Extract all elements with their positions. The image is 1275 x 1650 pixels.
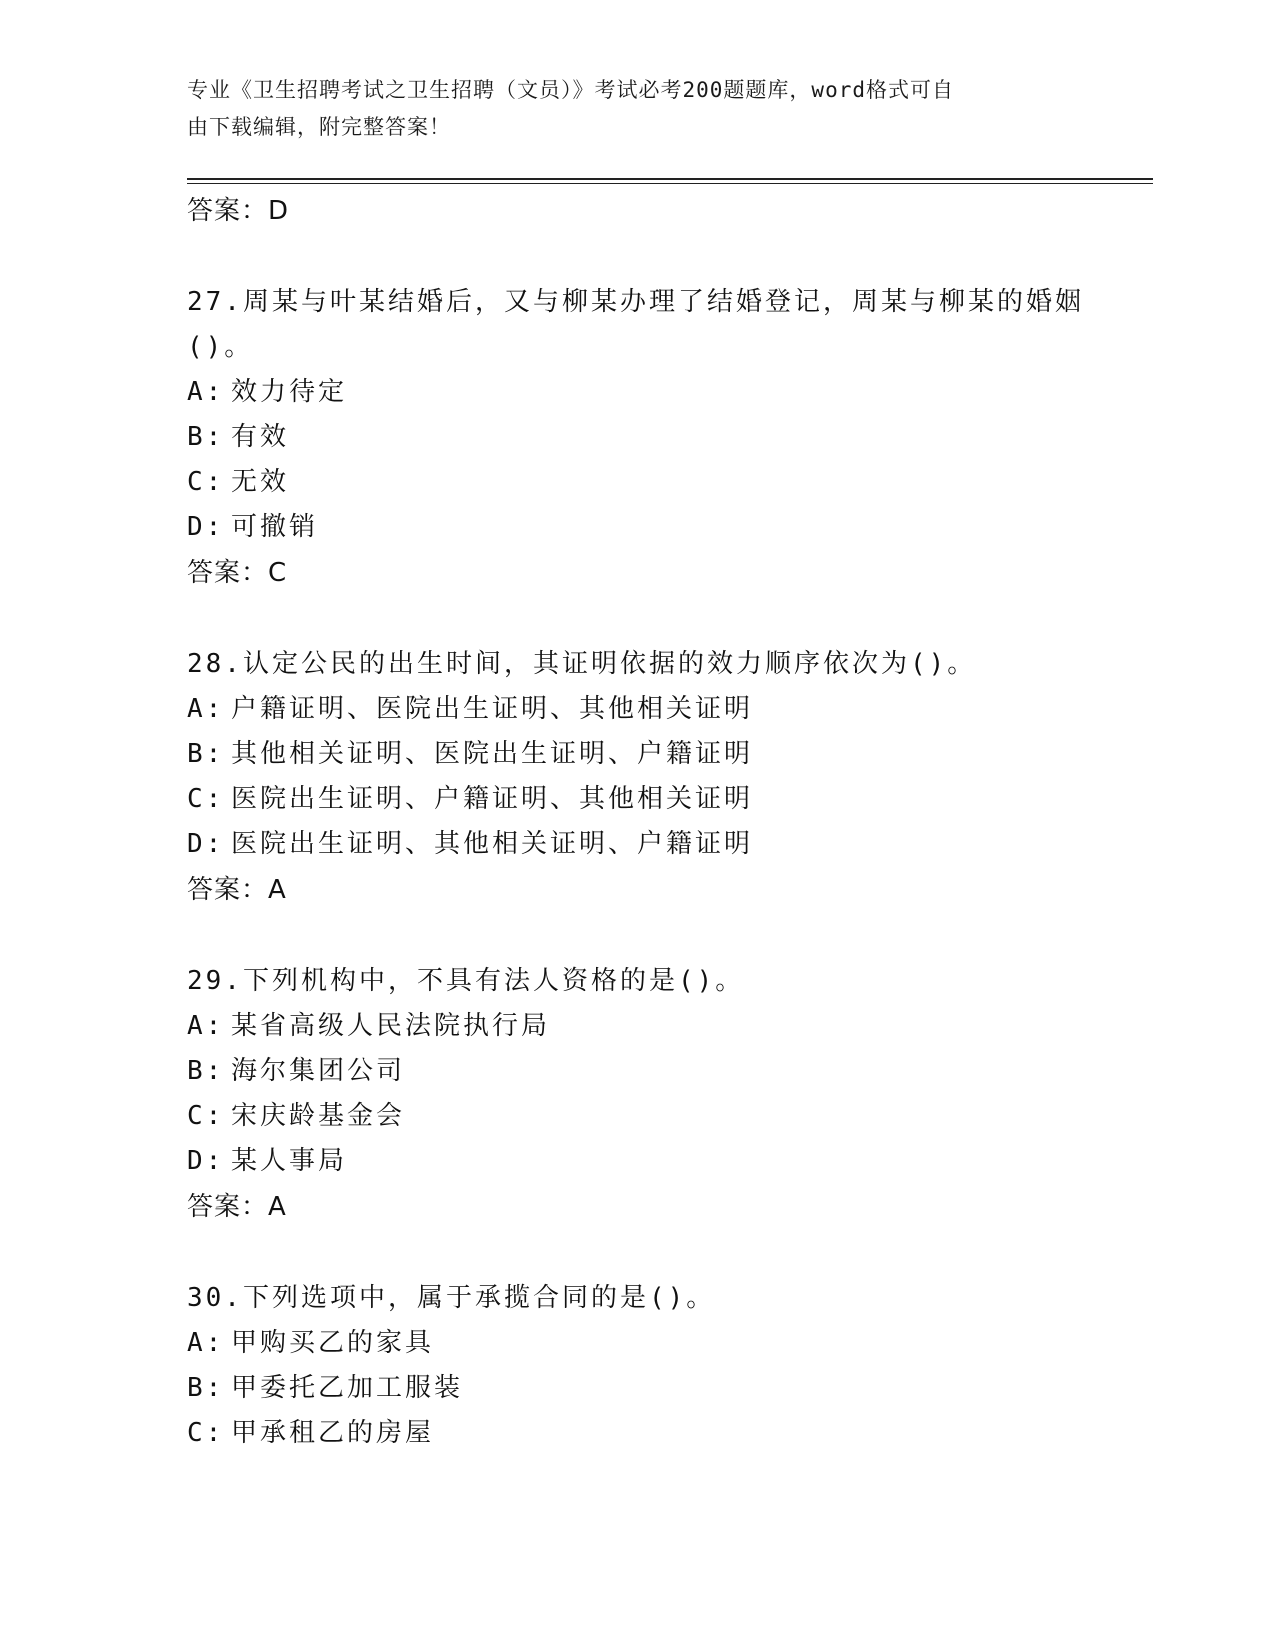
- option-a: [187, 1004, 1153, 1049]
- option-text: 户籍证明、医院出生证明、其他相关证明: [231, 694, 754, 724]
- option-c: [187, 1411, 1153, 1456]
- option-key: C:: [187, 1101, 225, 1131]
- option-key: C:: [187, 1418, 225, 1448]
- question-text: 29.下列机构中，不具有法人资格的是()。: [187, 966, 745, 996]
- answer: 答案：A: [187, 1192, 287, 1222]
- answer: 答案：C: [187, 558, 288, 588]
- option-text: 某省高级人民法院执行局: [231, 1011, 551, 1041]
- option-text: 无效: [231, 467, 290, 497]
- option-key: A:: [187, 1328, 225, 1358]
- answer: 答案：A: [187, 875, 287, 905]
- previous-answer: 答案：D: [187, 196, 290, 226]
- option-text: 效力待定: [231, 377, 348, 407]
- header-line-1: 专业《卫生招聘考试之卫生招聘（文员）》考试必考200题题库，word格式可自: [187, 78, 954, 102]
- option-d: [187, 1139, 1153, 1184]
- option-key: A:: [187, 377, 225, 407]
- option-text: 某人事局: [231, 1146, 348, 1176]
- option-text: 可撤销: [231, 512, 319, 542]
- option-text: 医院出生证明、其他相关证明、户籍证明: [231, 829, 754, 859]
- option-text: 其他相关证明、医院出生证明、户籍证明: [231, 739, 754, 769]
- question-29: [187, 959, 1153, 1230]
- option-c: [187, 1094, 1153, 1139]
- option-c: [187, 460, 1153, 505]
- question-28: [187, 642, 1153, 913]
- option-key: C:: [187, 784, 225, 814]
- question-text: 28.认定公民的出生时间，其证明依据的效力顺序依次为()。: [187, 649, 977, 679]
- option-key: B:: [187, 1056, 225, 1086]
- option-key: B:: [187, 1373, 225, 1403]
- option-text: 医院出生证明、户籍证明、其他相关证明: [231, 784, 754, 814]
- option-b: [187, 1049, 1153, 1094]
- option-b: [187, 415, 1153, 460]
- option-d: [187, 822, 1153, 867]
- option-text: 甲委托乙加工服装: [231, 1373, 464, 1403]
- question-text: 27.周某与叶某结婚后，又与柳某办理了结婚登记，周某与柳某的婚姻: [187, 287, 1084, 317]
- header-rule-thick: [187, 178, 1153, 180]
- option-text: 宋庆龄基金会: [231, 1101, 406, 1131]
- option-key: D:: [187, 512, 225, 542]
- option-d: [187, 505, 1153, 550]
- option-key: A:: [187, 694, 225, 724]
- question-30: [187, 1276, 1153, 1456]
- option-key: D:: [187, 829, 225, 859]
- option-a: [187, 1321, 1153, 1366]
- question-27: [187, 280, 1153, 596]
- option-key: D:: [187, 1146, 225, 1176]
- option-a: [187, 687, 1153, 732]
- option-text: 有效: [231, 422, 290, 452]
- option-text: 海尔集团公司: [231, 1056, 406, 1086]
- header-line-2: 由下载编辑，附完整答案！: [187, 115, 451, 139]
- option-text: 甲购买乙的家具: [231, 1328, 435, 1358]
- document-header: [187, 72, 1067, 146]
- option-a: [187, 370, 1153, 415]
- option-b: [187, 1366, 1153, 1411]
- question-text: 30.下列选项中，属于承揽合同的是()。: [187, 1283, 716, 1313]
- option-key: B:: [187, 739, 225, 769]
- option-text: 甲承租乙的房屋: [231, 1418, 435, 1448]
- option-key: B:: [187, 422, 225, 452]
- question-list: [187, 188, 1153, 1456]
- question-text-continued: ()。: [187, 332, 254, 362]
- option-c: [187, 777, 1153, 822]
- header-rule-thin: [187, 183, 1153, 184]
- option-key: A:: [187, 1011, 225, 1041]
- option-key: C:: [187, 467, 225, 497]
- option-b: [187, 732, 1153, 777]
